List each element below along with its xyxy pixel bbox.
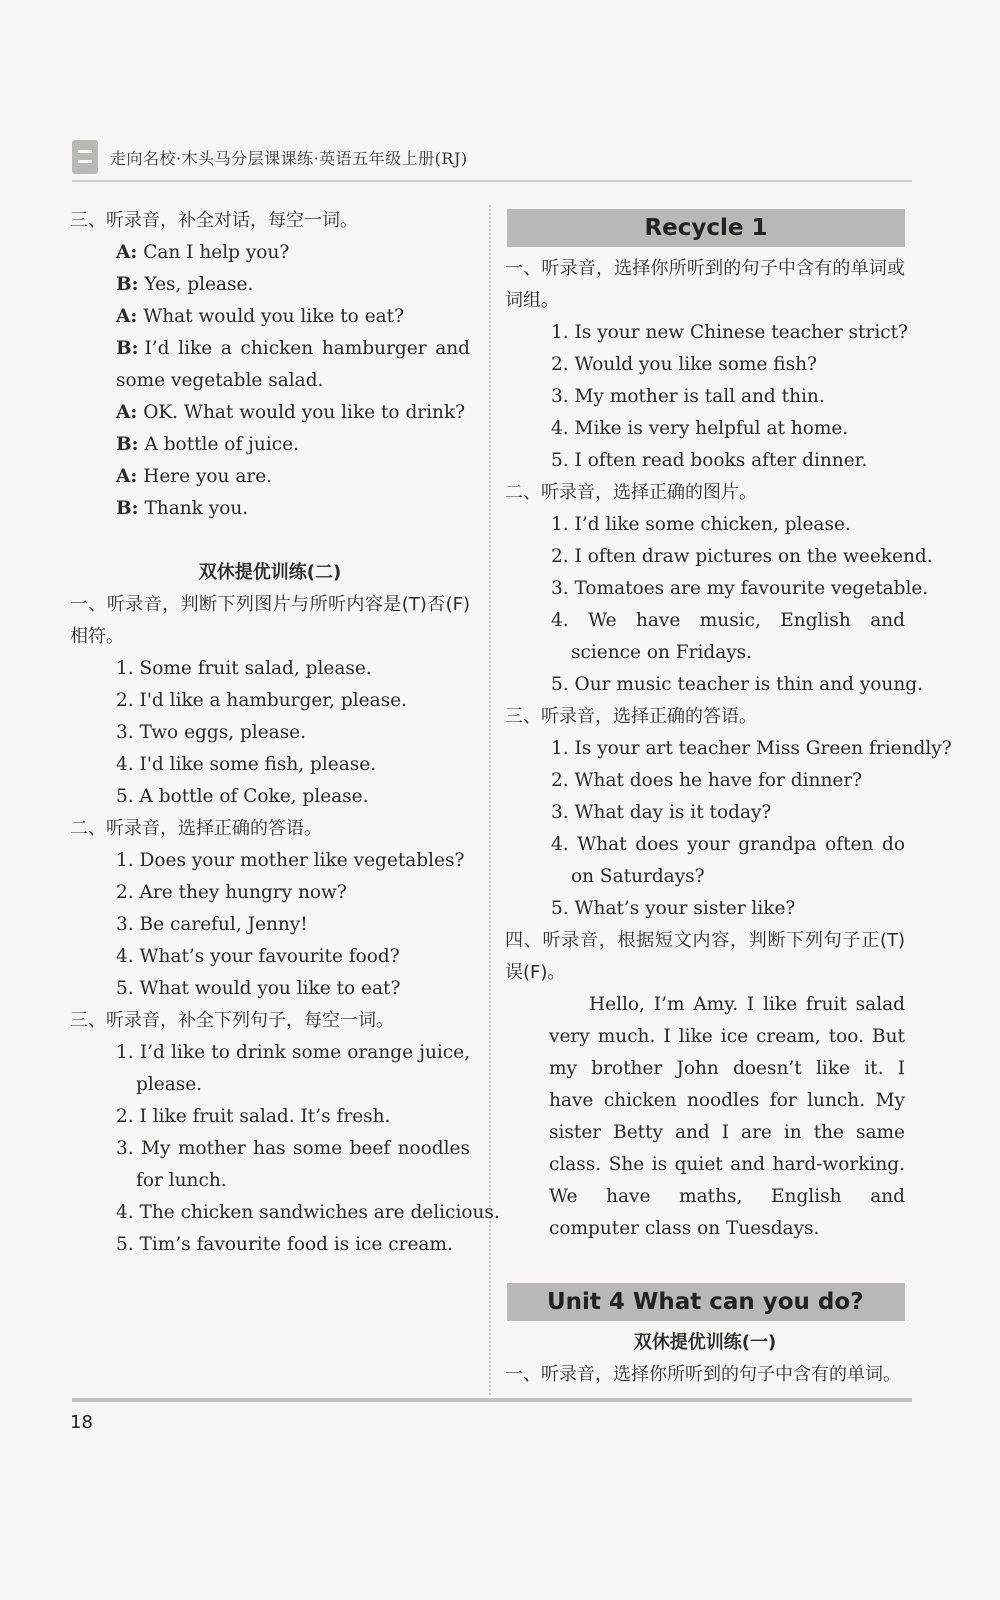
dialog-line [70, 429, 470, 461]
speaker: A: [116, 306, 138, 327]
list-item: 4. We have music, English and science on Fridays. [551, 610, 905, 663]
page-number: 18 [70, 1412, 93, 1433]
dialog-text: Here you are. [143, 466, 273, 487]
list-item: 2. I like fruit salad. It’s fresh. [116, 1106, 391, 1127]
section-heading: 二、听录音，选择正确的答语。 [70, 818, 322, 839]
list-item: 4. What’s your favourite food? [116, 946, 400, 967]
page-header [72, 140, 912, 182]
list-item: 5. What’s your sister like? [551, 898, 796, 919]
speaker: B: [116, 338, 139, 359]
list-item: 3. Two eggs, please. [116, 722, 307, 743]
section-heading: 三、听录音，补全对话，每空一词。 [70, 210, 358, 231]
section-heading: 一、听录音，选择你所听到的句子中含有的单词或词组。 [505, 258, 905, 311]
speaker: B: [116, 498, 139, 519]
list-item: 1. Some fruit salad, please. [116, 658, 372, 679]
section-heading: 四、听录音，根据短文内容，判断下列句子正(T)误(F)。 [505, 930, 905, 983]
recycle-title-band: Recycle 1 [507, 209, 905, 247]
footer-rule [72, 1398, 912, 1402]
list-item: 1. Is your art teacher Miss Green friendly? [551, 738, 952, 759]
list-item: 3. My mother has some beef noodles for lunch. [116, 1138, 470, 1191]
list-item: 4. What does your grandpa often do on Saturdays? [551, 834, 905, 887]
speaker: A: [116, 466, 138, 487]
speaker: B: [116, 274, 139, 295]
dialog-line [70, 269, 470, 301]
list-item: 2. Are they hungry now? [116, 882, 347, 903]
dialog-line [70, 237, 470, 269]
dialog-line [70, 461, 470, 493]
list-item: 4. Mike is very helpful at home. [551, 418, 849, 439]
dialog-text: Can I help you? [143, 242, 290, 263]
training-title: 双休提优训练(二) [198, 562, 342, 583]
book-logo-icon [72, 140, 98, 174]
header-rule [72, 180, 912, 182]
section-heading: 三、听录音，补全下列句子，每空一词。 [70, 1010, 394, 1031]
left-column [70, 205, 500, 1261]
list-item: 4. The chicken sandwiches are delicious. [116, 1202, 500, 1223]
list-item: 1. Is your new Chinese teacher strict? [551, 322, 908, 343]
dialog-line [70, 493, 470, 525]
list-item: 3. What day is it today? [551, 802, 772, 823]
list-item: 5. Our music teacher is thin and young. [551, 674, 923, 695]
list-item: 1. I’d like some chicken, please. [551, 514, 851, 535]
dialog-text: Yes, please. [144, 274, 254, 295]
header-title: 走向名校·木头马分层课课练·英语五年级上册(RJ) [110, 149, 468, 168]
speaker: B: [116, 434, 139, 455]
list-item: 5. Tim’s favourite food is ice cream. [116, 1234, 453, 1255]
list-item: 2. I'd like a hamburger, please. [116, 690, 407, 711]
list-item: 4. I'd like some fish, please. [116, 754, 377, 775]
list-item: 5. A bottle of Coke, please. [116, 786, 369, 807]
dialog-text: Thank you. [144, 498, 249, 519]
right-column [505, 205, 952, 1391]
dialog-text: OK. What would you like to drink? [143, 402, 466, 423]
list-item: 2. Would you like some fish? [551, 354, 817, 375]
section-heading: 三、听录音，选择正确的答语。 [505, 706, 757, 727]
dialog-line [70, 397, 470, 429]
reading-passage: Hello, I’m Amy. I like fruit salad very much. I like ice cream, too. But my brother John doesn’t like it. I have chicken noodles for lunch. My sister Betty and I are in the same class. She is quiet and hard-working. We have maths, English and computer class on Tuesdays. [549, 994, 905, 1239]
list-item: 5. What would you like to eat? [116, 978, 401, 999]
list-item: 1. Does your mother like vegetables? [116, 850, 465, 871]
list-item: 3. My mother is tall and thin. [551, 386, 825, 407]
list-item: 5. I often read books after dinner. [551, 450, 868, 471]
section-heading: 二、听录音，选择正确的图片。 [505, 482, 757, 503]
dialog-line [70, 333, 470, 397]
speaker: A: [116, 402, 138, 423]
list-item: 2. What does he have for dinner? [551, 770, 863, 791]
list-item: 2. I often draw pictures on the weekend. [551, 546, 933, 567]
section-heading: 一、听录音，选择你所听到的句子中含有的单词。 [505, 1364, 901, 1385]
list-item: 1. I’d like to drink some orange juice, please. [116, 1042, 470, 1095]
dialog-text: A bottle of juice. [144, 434, 299, 455]
dialog-text: What would you like to eat? [143, 306, 405, 327]
dialog-text: I’d like a chicken hamburger and some vegetable salad. [116, 338, 470, 391]
section-heading: 一、听录音，判断下列图片与所听内容是(T)否(F)相符。 [70, 594, 470, 647]
speaker: A: [116, 242, 138, 263]
dialog-line [70, 301, 470, 333]
list-item: 3. Be careful, Jenny! [116, 914, 308, 935]
training-title: 双休提优训练(一) [633, 1332, 777, 1353]
list-item: 3. Tomatoes are my favourite vegetable. [551, 578, 929, 599]
unit-title-band: Unit 4 What can you do? [507, 1283, 905, 1321]
